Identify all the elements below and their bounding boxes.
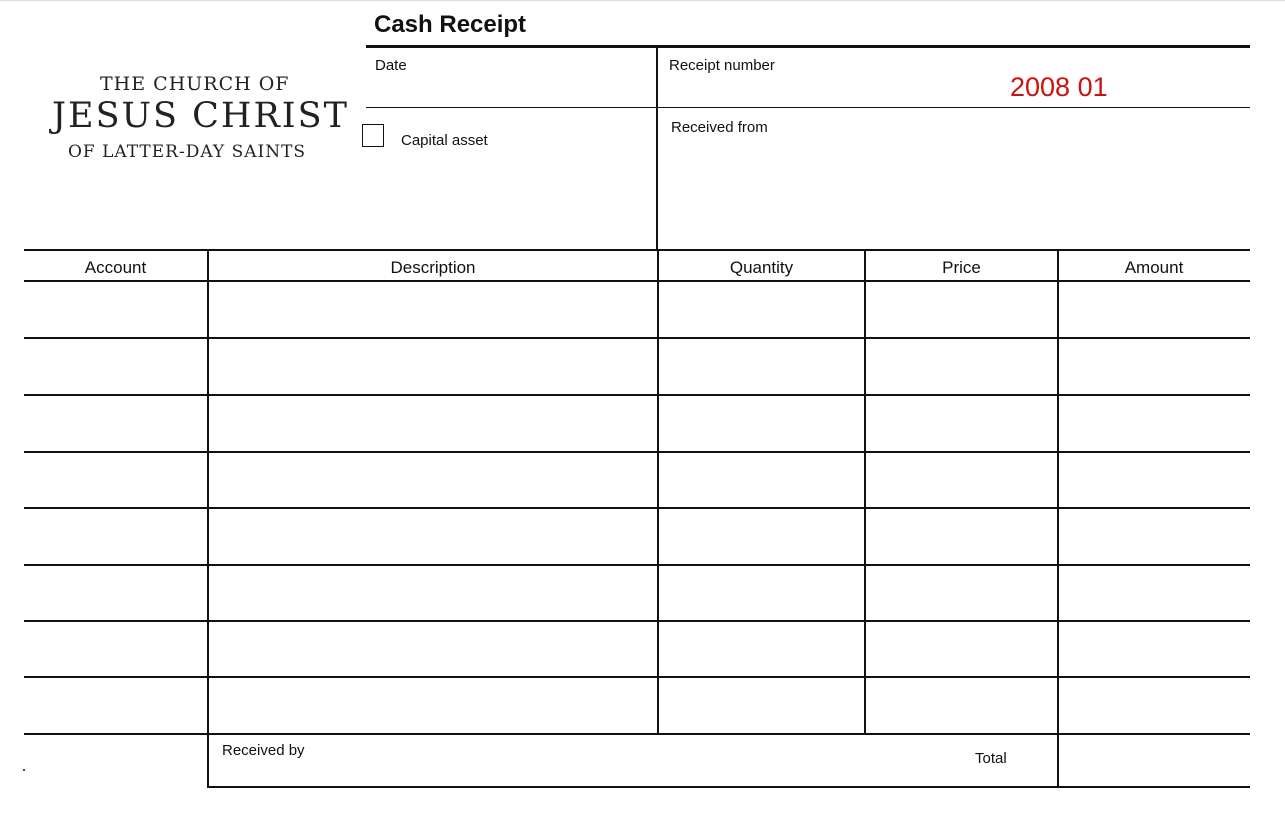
cell-amount[interactable] [1060, 566, 1248, 620]
cell-quantity[interactable] [660, 678, 863, 732]
receipt-number-value[interactable]: 2008 01 [1010, 72, 1108, 102]
received-from-label: Received from [671, 119, 768, 136]
page-title: Cash Receipt [374, 11, 527, 38]
cell-description[interactable] [210, 566, 656, 620]
cell-quantity[interactable] [660, 282, 863, 336]
col-divider-description [657, 249, 659, 734]
receipt-number-label: Receipt number [669, 57, 775, 74]
col-divider-price [1057, 249, 1059, 788]
cell-description[interactable] [210, 622, 656, 676]
cell-quantity[interactable] [660, 509, 863, 563]
cell-account[interactable] [24, 622, 206, 676]
received-by-field[interactable] [210, 736, 950, 784]
date-field[interactable] [366, 48, 656, 106]
cell-amount[interactable] [1060, 622, 1248, 676]
logo-line-2: JESUS CHRIST [52, 96, 349, 136]
cell-price[interactable] [867, 396, 1056, 450]
total-amount-field[interactable] [1060, 736, 1248, 784]
received-from-field[interactable] [658, 110, 1248, 248]
page-top-border [0, 0, 1285, 1]
cell-quantity[interactable] [660, 453, 863, 507]
cell-description[interactable] [210, 509, 656, 563]
cell-account[interactable] [24, 566, 206, 620]
column-header-price: Price [942, 258, 981, 277]
cell-description[interactable] [210, 678, 656, 732]
column-header-account: Account [84, 258, 147, 277]
cell-amount[interactable] [1060, 396, 1248, 450]
cell-amount[interactable] [1060, 678, 1248, 732]
cell-price[interactable] [867, 566, 1056, 620]
cell-price[interactable] [867, 339, 1056, 393]
column-header-amount: Amount [1124, 258, 1184, 277]
logo-line-1: THE CHURCH OF [100, 73, 290, 95]
cell-description[interactable] [210, 396, 656, 450]
col-divider-quantity [864, 249, 866, 734]
cell-price[interactable] [867, 453, 1056, 507]
cell-account[interactable] [24, 678, 206, 732]
cell-description[interactable] [210, 282, 656, 336]
cell-quantity[interactable] [660, 339, 863, 393]
column-header-quantity: Quantity [729, 258, 794, 277]
cell-account[interactable] [24, 396, 206, 450]
cell-quantity[interactable] [660, 396, 863, 450]
cell-price[interactable] [867, 622, 1056, 676]
capital-asset-checkbox[interactable] [362, 124, 384, 147]
cell-amount[interactable] [1060, 453, 1248, 507]
footer-bottom-rule [207, 786, 1250, 788]
cell-amount[interactable] [1060, 282, 1248, 336]
date-label: Date [375, 57, 407, 74]
cell-quantity[interactable] [660, 622, 863, 676]
cell-account[interactable] [24, 282, 206, 336]
total-label: Total [975, 750, 1007, 767]
logo-line-3: OF LATTER-DAY SAINTS [68, 142, 307, 162]
col-divider-account [207, 249, 209, 788]
cell-description[interactable] [210, 453, 656, 507]
cell-amount[interactable] [1060, 509, 1248, 563]
cell-account[interactable] [24, 509, 206, 563]
cell-price[interactable] [867, 678, 1056, 732]
cell-price[interactable] [867, 509, 1056, 563]
received-by-label: Received by [222, 742, 305, 759]
cell-account[interactable] [24, 339, 206, 393]
cell-price[interactable] [867, 282, 1056, 336]
cell-account[interactable] [24, 453, 206, 507]
column-header-description: Description [390, 258, 476, 277]
date-rule [366, 107, 1250, 108]
stray-mark [23, 769, 25, 771]
capital-asset-label: Capital asset [401, 132, 488, 149]
cell-quantity[interactable] [660, 566, 863, 620]
cell-description[interactable] [210, 339, 656, 393]
cell-amount[interactable] [1060, 339, 1248, 393]
